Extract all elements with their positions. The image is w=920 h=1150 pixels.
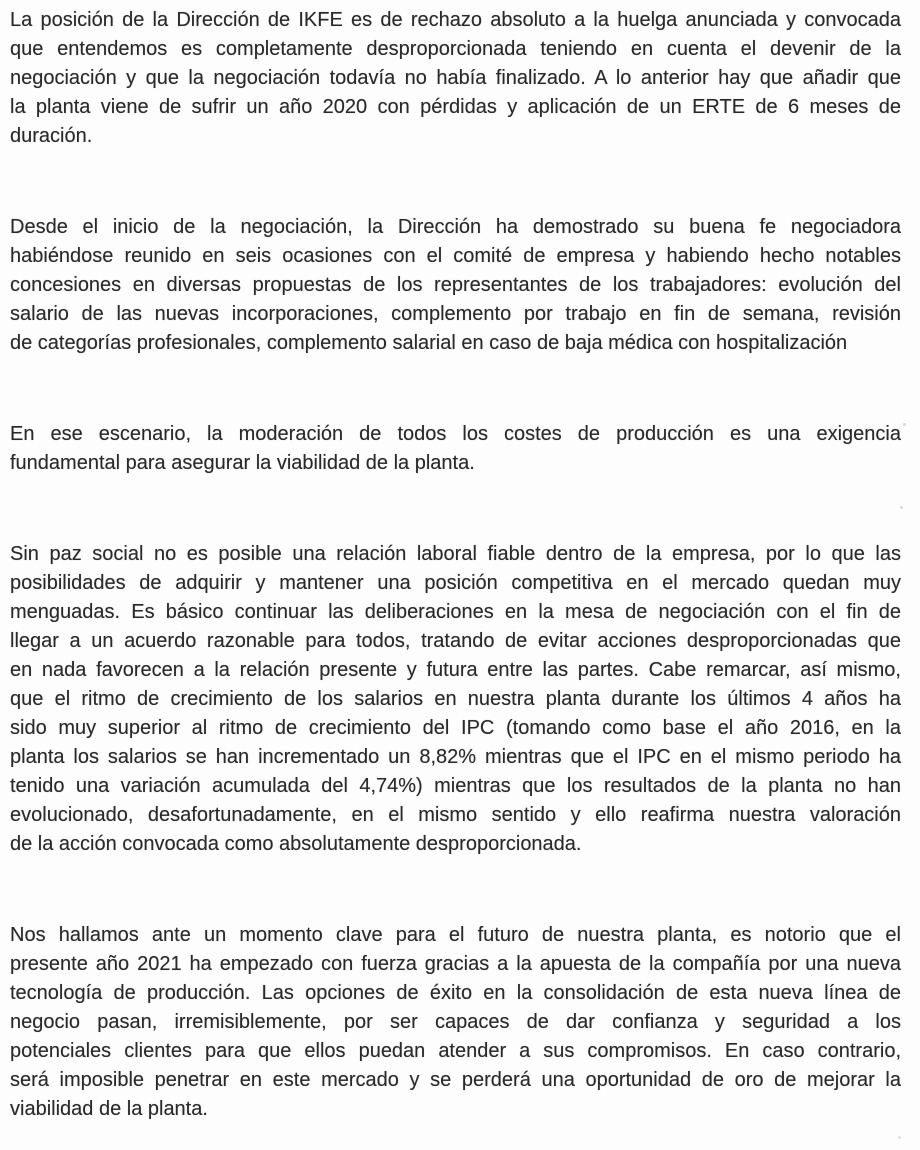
text-line: negociación y que la negociación todavía no había finalizado. A lo anterior hay que añadir que xyxy=(10,67,901,89)
paragraph-5 xyxy=(10,921,901,1124)
text-line: viabilidad de la planta. xyxy=(10,1098,208,1120)
text-line: duración. xyxy=(10,125,93,147)
text-line: que el ritmo de crecimiento de los salarios en nuestra planta durante los últimos 4 años ha xyxy=(10,688,901,710)
text-line: Nos hallamos ante un momento clave para el futuro de nuestra planta, es notorio que el xyxy=(10,924,901,946)
text-line: La posición de la Dirección de IKFE es de rechazo absoluto a la huelga anunciada y convocada xyxy=(10,9,901,31)
text-line: salario de las nuevas incorporaciones, complemento por trabajo en fin de semana, revisión xyxy=(10,303,901,325)
text-line: posibilidades de adquirir y mantener una posición competitiva en el mercado quedan muy xyxy=(10,572,901,594)
text-line: tenido una variación acumulada del 4,74%) mientras que los resultados de la planta no han xyxy=(10,775,901,797)
text-line: presente año 2021 ha empezado con fuerza gracias a la apuesta de la compañía por una nueva xyxy=(10,953,901,975)
text-line: En ese escenario, la moderación de todos los costes de producción es una exigencia xyxy=(10,423,901,445)
text-line: de la acción convocada como absolutamente desproporcionada. xyxy=(10,833,582,855)
text-line: negocio pasan, irremisiblemente, por ser capaces de dar confianza y seguridad a los xyxy=(10,1011,901,1033)
text-line: en nada favorecen a la relación presente y futura entre las partes. Cabe remarcar, así mismo, xyxy=(10,659,901,681)
text-line: tecnología de producción. Las opciones de éxito en la consolidación de esta nueva línea de xyxy=(10,982,901,1004)
text-line: evolucionado, desafortunadamente, en el mismo sentido y ello reafirma nuestra valoración xyxy=(10,804,901,826)
paragraph-3 xyxy=(10,420,901,478)
paragraph-1 xyxy=(10,6,901,151)
text-line: la planta viene de sufrir un año 2020 con pérdidas y aplicación de un ERTE de 6 meses de xyxy=(10,96,901,118)
document-body xyxy=(10,6,901,1124)
text-line: será imposible penetrar en este mercado y se perderá una oportunidad de oro de mejorar la xyxy=(10,1069,901,1091)
text-line: fundamental para asegurar la viabilidad de la planta. xyxy=(10,452,475,474)
text-line: de categorías profesionales, complemento salarial en caso de baja médica con hospitalización xyxy=(10,332,848,354)
text-line: menguadas. Es básico continuar las deliberaciones en la mesa de negociación con el fin de xyxy=(10,601,901,623)
text-line: habiéndose reunido en seis ocasiones con el comité de empresa y habiendo hecho notables xyxy=(10,245,901,267)
text-line: Desde el inicio de la negociación, la Dirección ha demostrado su buena fe negociadora xyxy=(10,216,901,238)
text-line: planta los salarios se han incrementado un 8,82% mientras que el IPC en el mismo periodo ha xyxy=(10,746,901,768)
paragraph-2 xyxy=(10,213,901,358)
text-line: llegar a un acuerdo razonable para todos, tratando de evitar acciones desproporcionadas que xyxy=(10,630,901,652)
text-line: Sin paz social no es posible una relación laboral fiable dentro de la empresa, por lo que las xyxy=(10,543,901,565)
text-line: potenciales clientes para que ellos puedan atender a sus compromisos. En caso contrario, xyxy=(10,1040,901,1062)
text-line: que entendemos es completamente desproporcionada teniendo en cuenta el devenir de la xyxy=(10,38,901,60)
text-line: concesiones en diversas propuestas de los representantes de los trabajadores: evolución del xyxy=(10,274,901,296)
paragraph-4 xyxy=(10,540,901,859)
text-line: sido muy superior al ritmo de crecimiento del IPC (tomando como base el año 2016, en la xyxy=(10,717,901,739)
